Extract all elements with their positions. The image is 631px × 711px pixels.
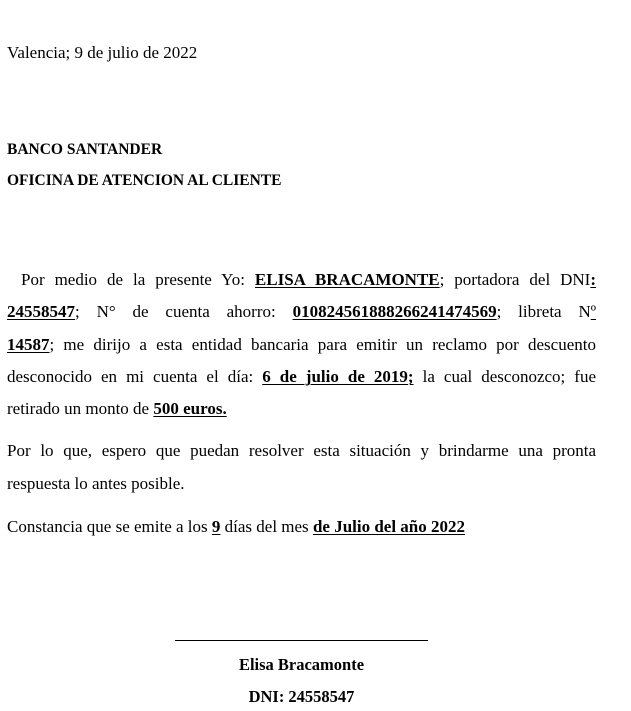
paragraph-1-line-3 bbox=[7, 335, 596, 355]
signature-dni: DNI: 24558547 bbox=[248, 687, 355, 706]
recipient-office: OFICINA DE ATENCION AL CLIENTE bbox=[7, 172, 282, 189]
issue-month-year: de Julio del año 2022 bbox=[312, 517, 466, 536]
text: retirado un monto de bbox=[7, 399, 150, 418]
signature-line bbox=[175, 640, 428, 641]
ordinal-sign: º bbox=[590, 302, 597, 321]
text: ; portadora del DNI bbox=[439, 270, 591, 289]
account-last-digit: 9 bbox=[488, 302, 497, 321]
paragraph-1-line-1 bbox=[7, 270, 596, 290]
client-name: ELISA BRACAMONTE bbox=[254, 270, 440, 289]
transaction-date: 6 de julio de 2019; bbox=[262, 367, 414, 386]
text: Constancia que se emite a los bbox=[7, 517, 208, 536]
text: ; libreta N bbox=[496, 302, 591, 321]
passbook-number: 14587 bbox=[7, 335, 50, 354]
withdrawn-amount: 500 euros. bbox=[153, 399, 227, 418]
recipient-bank: BANCO SANTANDER bbox=[7, 141, 163, 158]
dni-colon: : bbox=[590, 270, 597, 289]
paragraph-1-line-5 bbox=[7, 399, 227, 419]
client-dni: 24558547 bbox=[7, 302, 75, 321]
paragraph-1-line-2 bbox=[7, 302, 596, 322]
paragraph-1-line-4 bbox=[7, 367, 596, 387]
paragraph-3 bbox=[7, 517, 465, 537]
text: la cual desconozco; fue bbox=[422, 367, 596, 386]
text: Por medio de la presente Yo: bbox=[21, 270, 245, 289]
paragraph-2-line-2: respuesta lo antes posible. bbox=[7, 474, 185, 493]
text: días del mes bbox=[224, 517, 309, 536]
account-digits: 01082456188826624147456 bbox=[292, 302, 489, 321]
text: ; N° de cuenta ahorro: bbox=[75, 302, 276, 321]
place-date: Valencia; 9 de julio de 2022 bbox=[7, 43, 198, 62]
signature-name: Elisa Bracamonte bbox=[238, 655, 365, 674]
issue-day: 9 bbox=[211, 517, 221, 536]
text: Por lo que, espero que puedan resolver esta situación y brindarme una pronta bbox=[7, 441, 596, 460]
account-number bbox=[293, 302, 497, 321]
text: desconocido en mi cuenta el día: bbox=[7, 367, 254, 386]
paragraph-2-line-1 bbox=[7, 441, 596, 461]
text: ; me dirijo a esta entidad bancaria para emitir un reclamo por descuento bbox=[49, 335, 596, 354]
